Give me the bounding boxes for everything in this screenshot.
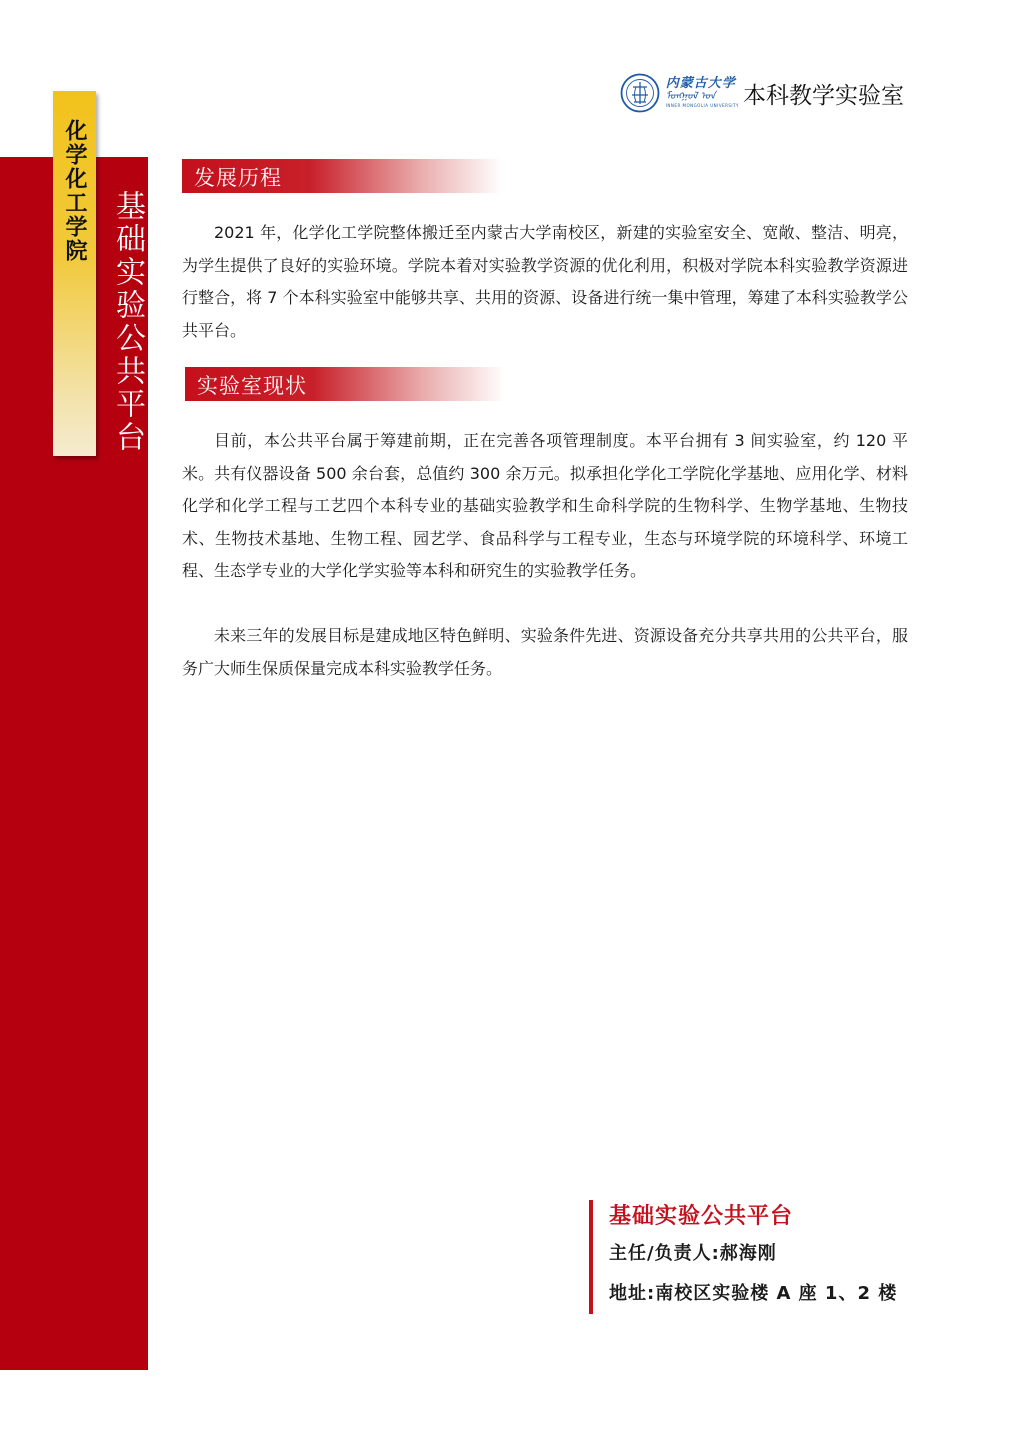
section-heading-history-label: 发展历程 (194, 166, 282, 190)
university-name-en: INNER MONGOLIA UNIVERSITY (665, 103, 739, 108)
contact-address: 地址:南校区实验楼 A 座 1、2 楼 (609, 1283, 898, 1304)
college-tab (53, 91, 96, 456)
university-name-mn: ᠮᠣᠩᠭᠣᠯ ᠤᠨ (665, 91, 716, 102)
status-paragraph-2: 未来三年的发展目标是建成地区特色鲜明、实验条件先进、资源设备充分共享共用的公共平台，服务广大师生保质保量完成本科实验教学任务。 (182, 626, 908, 678)
status-paragraph-1: 目前，本公共平台属于筹建前期，正在完善各项管理制度。本平台拥有 3 间实验室，约 120 平米。共有仪器设备 500 余台套，总值约 300 余万元。拟承担化学化工学院化学基地、应用化学、材料化学和化学工程与工艺四个本科专业的基础实验教学和生命科学院的生物科学、生物学基地、生物技术、生物技术基地、生物工程、园艺学、食品科学与工程专业，生态与环境学院的环境科学、环境工程、生态学专业的大学化学实验等本科和研究生的实验教学任务。 (182, 431, 908, 580)
university-logo-icon (620, 73, 660, 113)
platform-vertical-title: 基础实验公共平台 (110, 190, 145, 454)
contact-title: 基础实验公共平台 (609, 1204, 794, 1229)
header-title: 本科教学实验室 (743, 82, 904, 109)
university-name-cn: 内蒙古大学 (665, 76, 736, 91)
contact-info-block (589, 1200, 897, 1314)
history-paragraph: 2021 年，化学化工学院整体搬迁至内蒙古大学南校区，新建的实验室安全、宽敞、整洁、明亮，为学生提供了良好的实验环境。学院本着对实验教学资源的优化利用，积极对学院本科实验教学资源进行整合，将 7 个本科实验室中能够共享、共用的资源、设备进行统一集中管理，筹建了本科实验教学公共平台。 (182, 223, 908, 340)
section-heading-history (182, 159, 502, 193)
section-heading-status (185, 367, 505, 401)
section-heading-status-label: 实验室现状 (197, 374, 307, 398)
page-header (620, 70, 904, 116)
college-name: 化学化工学院 (62, 119, 87, 263)
university-wordmark (666, 77, 739, 109)
contact-director: 主任/负责人:郝海刚 (609, 1243, 777, 1264)
